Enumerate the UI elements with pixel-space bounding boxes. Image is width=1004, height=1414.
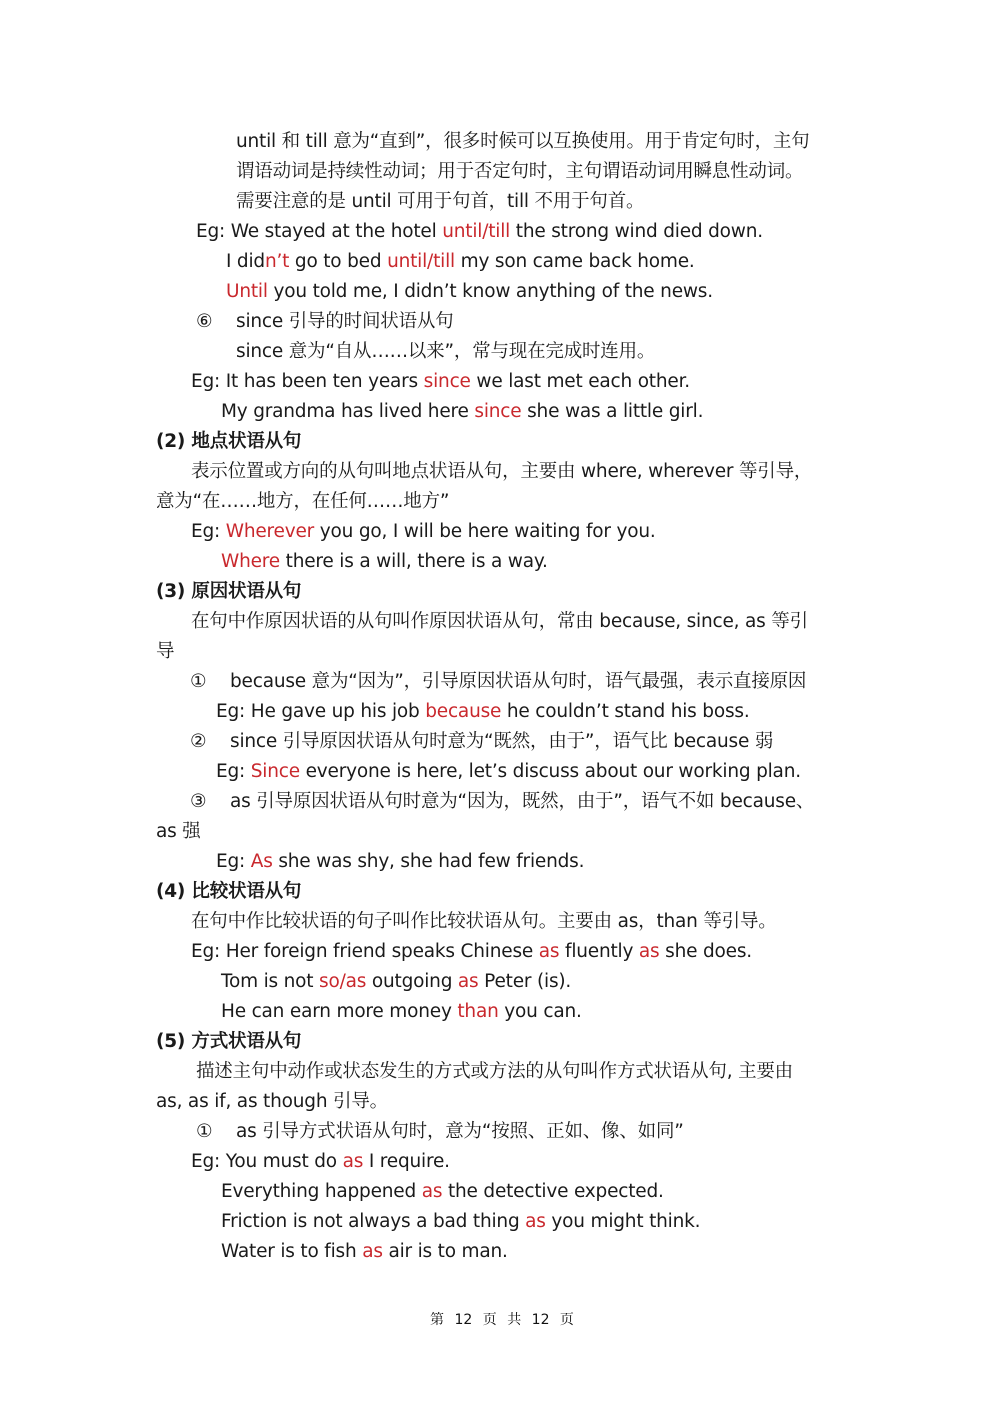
numbered-item <box>196 1120 684 1144</box>
text-segment: (2) 地点状语从句 <box>156 431 302 452</box>
text-line <box>191 910 777 934</box>
text-segment: she was a little girl. <box>521 401 704 422</box>
highlighted-keyword: Wherever <box>225 521 315 542</box>
highlighted-keyword: since <box>474 401 522 422</box>
text-segment: 表示位置或方向的从句叫地点状语从句，主要由 where, wherever 等引导， <box>191 461 813 482</box>
text-segment: I require. <box>363 1151 450 1172</box>
text-line <box>221 550 548 574</box>
item-number: ① <box>196 1121 213 1142</box>
text-line <box>191 370 690 394</box>
text-segment: he couldn’t stand his boss. <box>501 701 750 722</box>
text-segment: you told me, I didn’t know anything of the news. <box>267 281 713 302</box>
text-segment: Tom is not <box>221 971 320 992</box>
text-segment: I did <box>226 251 265 272</box>
text-segment: (5) 方式状语从句 <box>156 1031 302 1052</box>
text-segment: as 引导原因状语从句时意为“因为，既然，由于”，语气不如 because、 <box>230 791 815 812</box>
numbered-item <box>190 790 814 814</box>
text-line <box>196 220 763 244</box>
highlighted-keyword: because <box>425 701 502 722</box>
text-segment: everyone is here, let’s discuss about our working plan. <box>299 761 801 782</box>
page-footer: 第 12 页 共 12 页 <box>430 1312 574 1328</box>
text-line <box>221 1210 700 1234</box>
item-number: ⑥ <box>196 311 213 332</box>
text-line <box>221 400 703 424</box>
highlighted-keyword: as <box>638 941 660 962</box>
text-line <box>221 1000 582 1024</box>
text-segment: Eg: We stayed at the hotel <box>196 221 443 242</box>
highlighted-keyword: Until <box>226 281 268 302</box>
text-line <box>221 1240 508 1264</box>
text-segment: air is to man. <box>382 1241 508 1262</box>
highlighted-keyword: as <box>342 1151 364 1172</box>
highlighted-keyword: as <box>362 1241 383 1262</box>
text-segment: Eg: Her foreign friend speaks Chinese <box>191 941 539 962</box>
section-heading <box>156 880 301 904</box>
text-segment: Water is to fish <box>221 1241 363 1262</box>
text-segment: Friction is not always a bad thing <box>221 1211 526 1232</box>
highlighted-keyword: as <box>421 1181 443 1202</box>
text-segment: we last met each other. <box>470 371 690 392</box>
text-segment: 需要注意的是 until 可用于句首，till 不用于句首。 <box>236 191 645 212</box>
text-segment: Eg: You must do <box>191 1151 343 1172</box>
text-line <box>226 280 713 304</box>
text-line <box>156 490 449 514</box>
text-segment: you go, I will be here waiting for you. <box>314 521 656 542</box>
text-line <box>196 1060 793 1084</box>
highlighted-keyword: as <box>457 971 479 992</box>
highlighted-keyword: since <box>423 371 471 392</box>
text-segment: Everything happened <box>221 1181 422 1202</box>
text-line <box>191 460 812 484</box>
text-segment: 在句中作比较状语的句子叫作比较状语从句。主要由 as，than 等引导。 <box>191 911 777 932</box>
text-segment: 意为“在……地方，在任何……地方” <box>156 491 450 512</box>
text-segment: Eg: <box>216 851 251 872</box>
text-segment: as 强 <box>156 821 201 842</box>
text-line <box>191 520 656 544</box>
highlighted-keyword: As <box>250 851 273 872</box>
section-heading <box>156 580 301 604</box>
highlighted-keyword: so/as <box>319 971 367 992</box>
text-segment: 谓语动词是持续性动词；用于否定句时，主句谓语动词用瞬息性动词。 <box>236 161 804 182</box>
text-segment: she was shy, she had few friends. <box>272 851 585 872</box>
text-segment: Eg: He gave up his job <box>216 701 426 722</box>
highlighted-keyword: than <box>457 1001 499 1022</box>
text-line <box>156 820 201 844</box>
text-line <box>156 1090 388 1114</box>
text-line <box>221 970 571 994</box>
text-segment: Eg: <box>191 521 226 542</box>
text-segment: my son came back home. <box>454 251 695 272</box>
text-line <box>156 640 174 664</box>
text-line <box>216 850 584 874</box>
text-line <box>191 610 808 634</box>
text-segment: He can earn more money <box>221 1001 458 1022</box>
text-segment: the strong wind died down. <box>510 221 763 242</box>
highlighted-keyword: Where <box>221 551 280 572</box>
text-segment: Eg: It has been ten years <box>191 371 424 392</box>
item-number: ③ <box>190 791 207 812</box>
item-number: ② <box>190 731 207 752</box>
text-segment: since 引导的时间状语从句 <box>236 311 454 332</box>
highlighted-keyword: until/till <box>442 221 511 242</box>
text-segment: there is a will, there is a way. <box>279 551 548 572</box>
text-segment: Eg: <box>216 761 251 782</box>
text-segment: Peter (is). <box>478 971 572 992</box>
text-line <box>191 940 752 964</box>
text-line <box>191 1150 450 1174</box>
numbered-item <box>190 730 773 754</box>
text-segment: she does. <box>659 941 752 962</box>
section-heading <box>156 430 301 454</box>
text-segment: go to bed <box>289 251 388 272</box>
text-segment: My grandma has lived here <box>221 401 475 422</box>
text-segment: as, as if, as though 引导。 <box>156 1091 388 1112</box>
text-segment: you might think. <box>545 1211 701 1232</box>
text-segment: outgoing <box>366 971 458 992</box>
numbered-item <box>190 670 806 694</box>
section-heading <box>156 1030 301 1054</box>
text-segment: as 引导方式状语从句时，意为“按照、正如、像、如同” <box>236 1121 684 1142</box>
text-line <box>236 160 803 184</box>
text-segment: 导 <box>156 641 175 662</box>
text-line <box>226 250 695 274</box>
text-segment: since 引导原因状语从句时意为“既然，由于”，语气比 because 弱 <box>230 731 774 752</box>
text-segment: 在句中作原因状语的从句叫作原因状语从句，常由 because, since, as 等引 <box>191 611 808 632</box>
highlighted-keyword: Since <box>250 761 300 782</box>
text-line <box>236 130 809 154</box>
highlighted-keyword: n’t <box>264 251 290 272</box>
text-segment: 描述主句中动作或状态发生的方式或方法的从句叫作方式状语从句, 主要由 <box>196 1061 793 1082</box>
text-segment: until 和 till 意为“直到”，很多时候可以互换使用。用于肯定句时，主句 <box>236 131 810 152</box>
text-segment: since 意为“自从……以来”，常与现在完成时连用。 <box>236 341 656 362</box>
text-line <box>236 340 655 364</box>
text-segment: fluently <box>559 941 639 962</box>
text-segment: (4) 比较状语从句 <box>156 881 302 902</box>
text-line <box>216 700 750 724</box>
item-number: ① <box>190 671 207 692</box>
highlighted-keyword: as <box>525 1211 546 1232</box>
text-segment: you can. <box>498 1001 582 1022</box>
highlighted-keyword: as <box>538 941 560 962</box>
text-line <box>216 760 801 784</box>
text-line <box>236 190 644 214</box>
text-segment: (3) 原因状语从句 <box>156 581 302 602</box>
text-segment: the detective expected. <box>442 1181 664 1202</box>
highlighted-keyword: until/till <box>387 251 455 272</box>
text-line <box>221 1180 664 1204</box>
numbered-item <box>196 310 453 334</box>
text-segment: because 意为“因为”，引导原因状语从句时，语气最强，表示直接原因 <box>230 671 807 692</box>
